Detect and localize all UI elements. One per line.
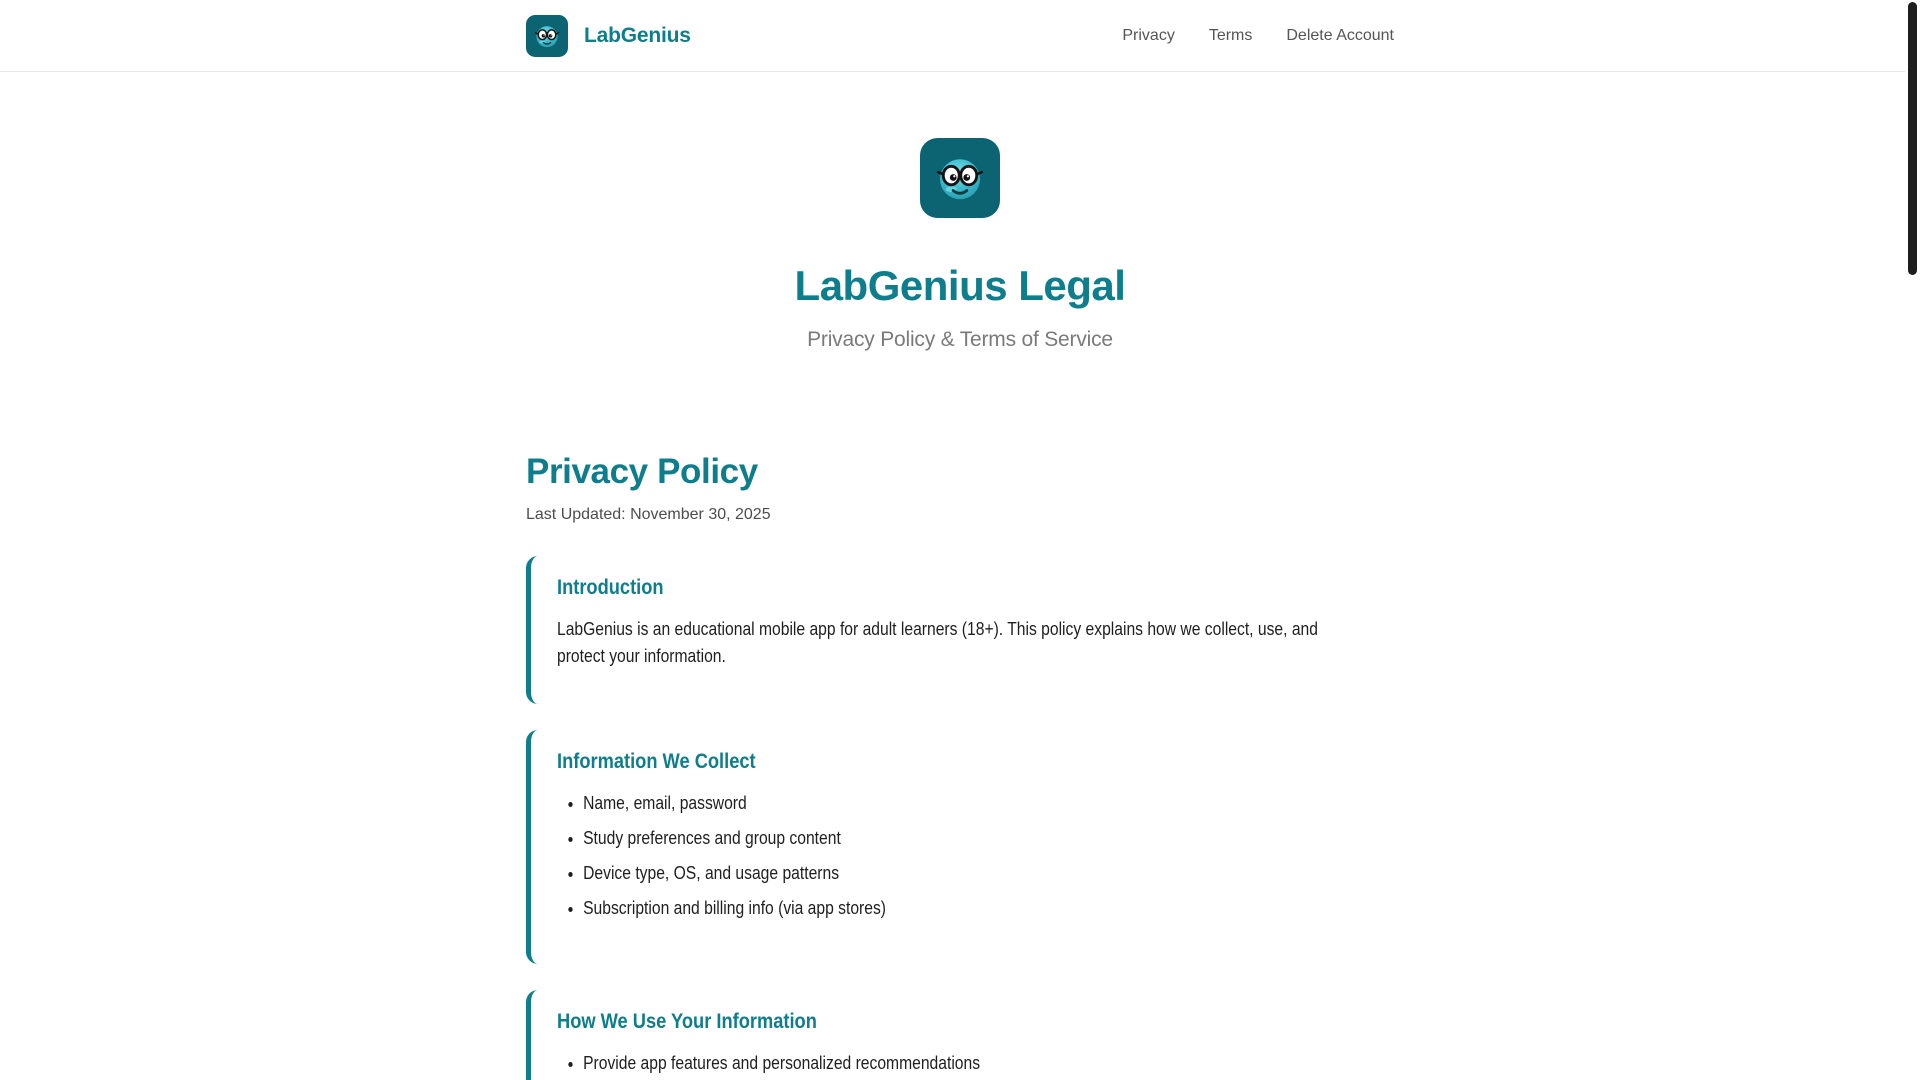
card-how-we-use-your-information (526, 990, 1394, 1080)
hero-section (0, 72, 1920, 452)
labgenius-mascot-icon (526, 15, 568, 57)
card-heading: How We Use Your Information (557, 1010, 817, 1033)
list-item: • Provide app features and personalized recommendations (583, 1050, 1364, 1077)
nav-link-delete-account[interactable]: Delete Account (1286, 26, 1394, 44)
page-scrollbar[interactable] (1905, 0, 1920, 1080)
last-updated-text: Last Updated: November 30, 2025 (526, 506, 771, 523)
top-header (0, 0, 1920, 72)
list-item: • Name, email, password (583, 790, 1364, 817)
privacy-policy-heading: Privacy Policy (526, 452, 758, 491)
legal-content (526, 452, 1394, 1080)
scrollbar-thumb[interactable] (1908, 2, 1917, 275)
card-heading: Introduction (557, 576, 664, 599)
card-information-we-collect (526, 730, 1394, 964)
card-introduction (526, 556, 1394, 704)
labgenius-mascot-icon-large (920, 138, 1000, 218)
list-item: • Subscription and billing info (via app stores) (583, 895, 1364, 922)
card-heading: Information We Collect (557, 750, 756, 773)
page-subtitle: Privacy Policy & Terms of Service (807, 328, 1113, 351)
header-nav (1122, 27, 1394, 45)
nav-link-terms[interactable]: Terms (1208, 26, 1253, 44)
brand-home-link[interactable] (526, 15, 691, 57)
header-inner (526, 0, 1394, 71)
brand-name: LabGenius (584, 23, 691, 47)
list-item: • Device type, OS, and usage patterns (583, 860, 1364, 887)
nav-link-privacy[interactable]: Privacy (1122, 26, 1175, 44)
page-title: LabGenius Legal (794, 262, 1126, 309)
bullet-list (557, 790, 1364, 922)
bullet-list (557, 1050, 1364, 1077)
card-paragraph: LabGenius is an educational mobile app for adult learners (18+). This policy explains how we collect, use, and protect your information. (557, 619, 1318, 666)
list-item: • Study preferences and group content (583, 825, 1364, 852)
